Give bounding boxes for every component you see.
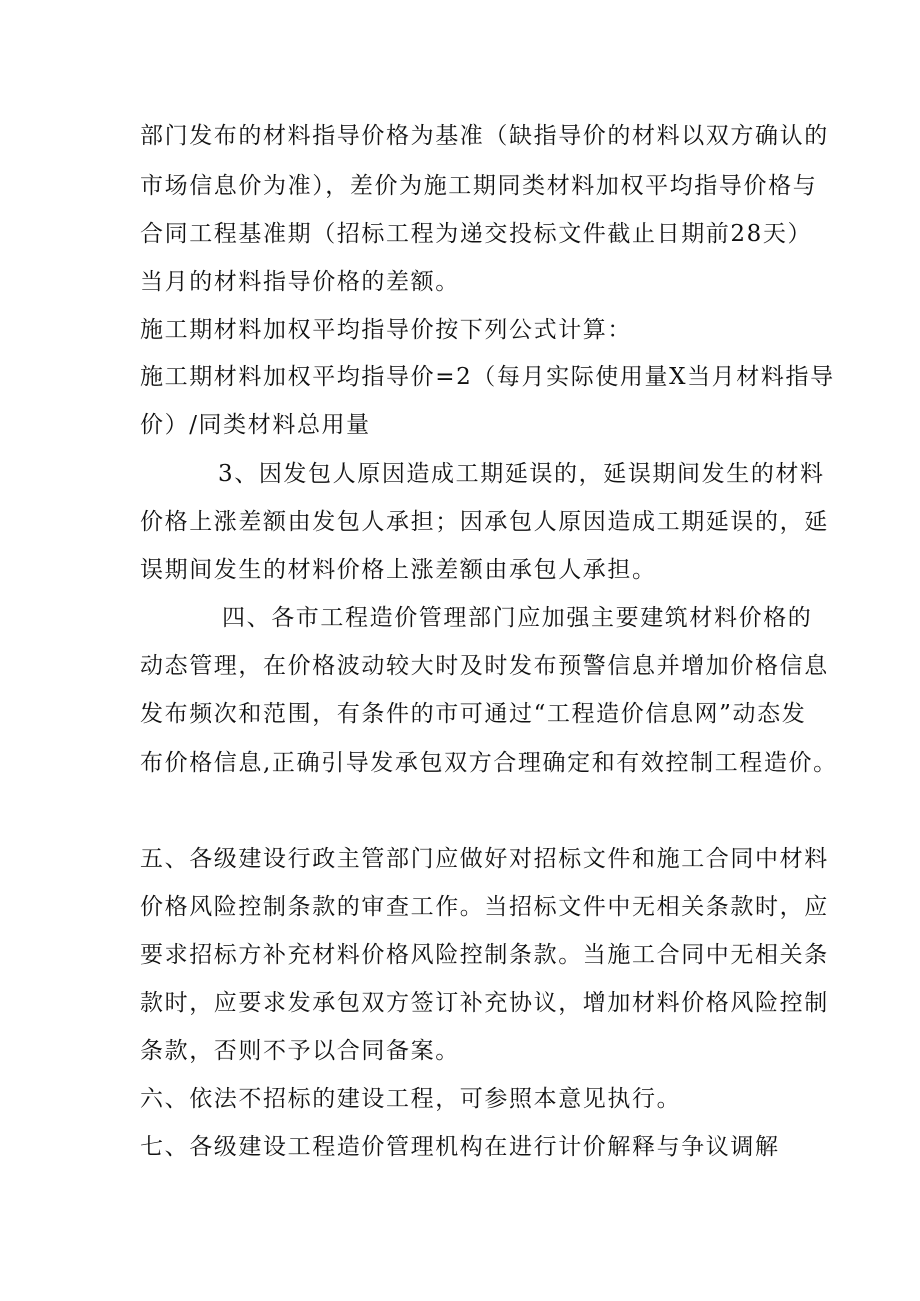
text-line: 施工期材料加权平均指导价按下列公式计算：: [140, 317, 632, 343]
text-line: 布价格信息,正确引导发承包双方合理确定和有效控制工程造价。: [140, 750, 838, 776]
text-line: 合同工程基准期（招标工程为递交投标文件截止日期前28天）: [140, 221, 813, 247]
text-line: 价）/同类材料总用量: [140, 412, 371, 438]
text-line: 四、各市工程造价管理部门应加强主要建筑材料价格的: [222, 605, 813, 631]
text-line: 款时，应要求发承包双方签订补充协议，增加材料价格风险控制: [140, 990, 829, 1016]
text-line: 当月的材料指导价格的差额。: [140, 269, 460, 295]
text-line: 市场信息价为准），差价为施工期同类材料加权平均指导价格与: [140, 173, 818, 199]
text-line: 条款，否则不予以合同备案。: [140, 1038, 460, 1064]
text-line: 要求招标方补充材料价格风险控制条款。当施工合同中无相关条: [140, 942, 829, 968]
text-line: 动态管理，在价格波动较大时及时发布预警信息并增加价格信息: [140, 653, 829, 679]
text-line: 3、因发包人原因造成工期延误的，延误期间发生的材料: [218, 461, 825, 487]
text-line: 五、各级建设行政主管部门应做好对招标文件和施工合同中材料: [140, 846, 829, 872]
text-line: 七、各级建设工程造价管理机构在进行计价解释与争议调解: [140, 1134, 780, 1160]
text-line: 部门发布的材料指导价格为基准（缺指导价的材料以双方确认的: [140, 123, 829, 149]
text-line: 六、依法不招标的建设工程，可参照本意见执行。: [140, 1086, 682, 1112]
text-line: 价格风险控制条款的审查工作。当招标文件中无相关条款时，应: [140, 894, 829, 920]
text-line: 施工期材料加权平均指导价=2（每月实际使用量X当月材料指导: [140, 364, 835, 390]
text-line: 发布频次和范围，有条件的市可通过“工程造价信息网”动态发: [140, 701, 807, 727]
text-line: 价格上涨差额由发包人承担；因承包人原因造成工期延误的，延: [140, 509, 829, 535]
text-line: 误期间发生的材料价格上涨差额由承包人承担。: [140, 557, 657, 583]
